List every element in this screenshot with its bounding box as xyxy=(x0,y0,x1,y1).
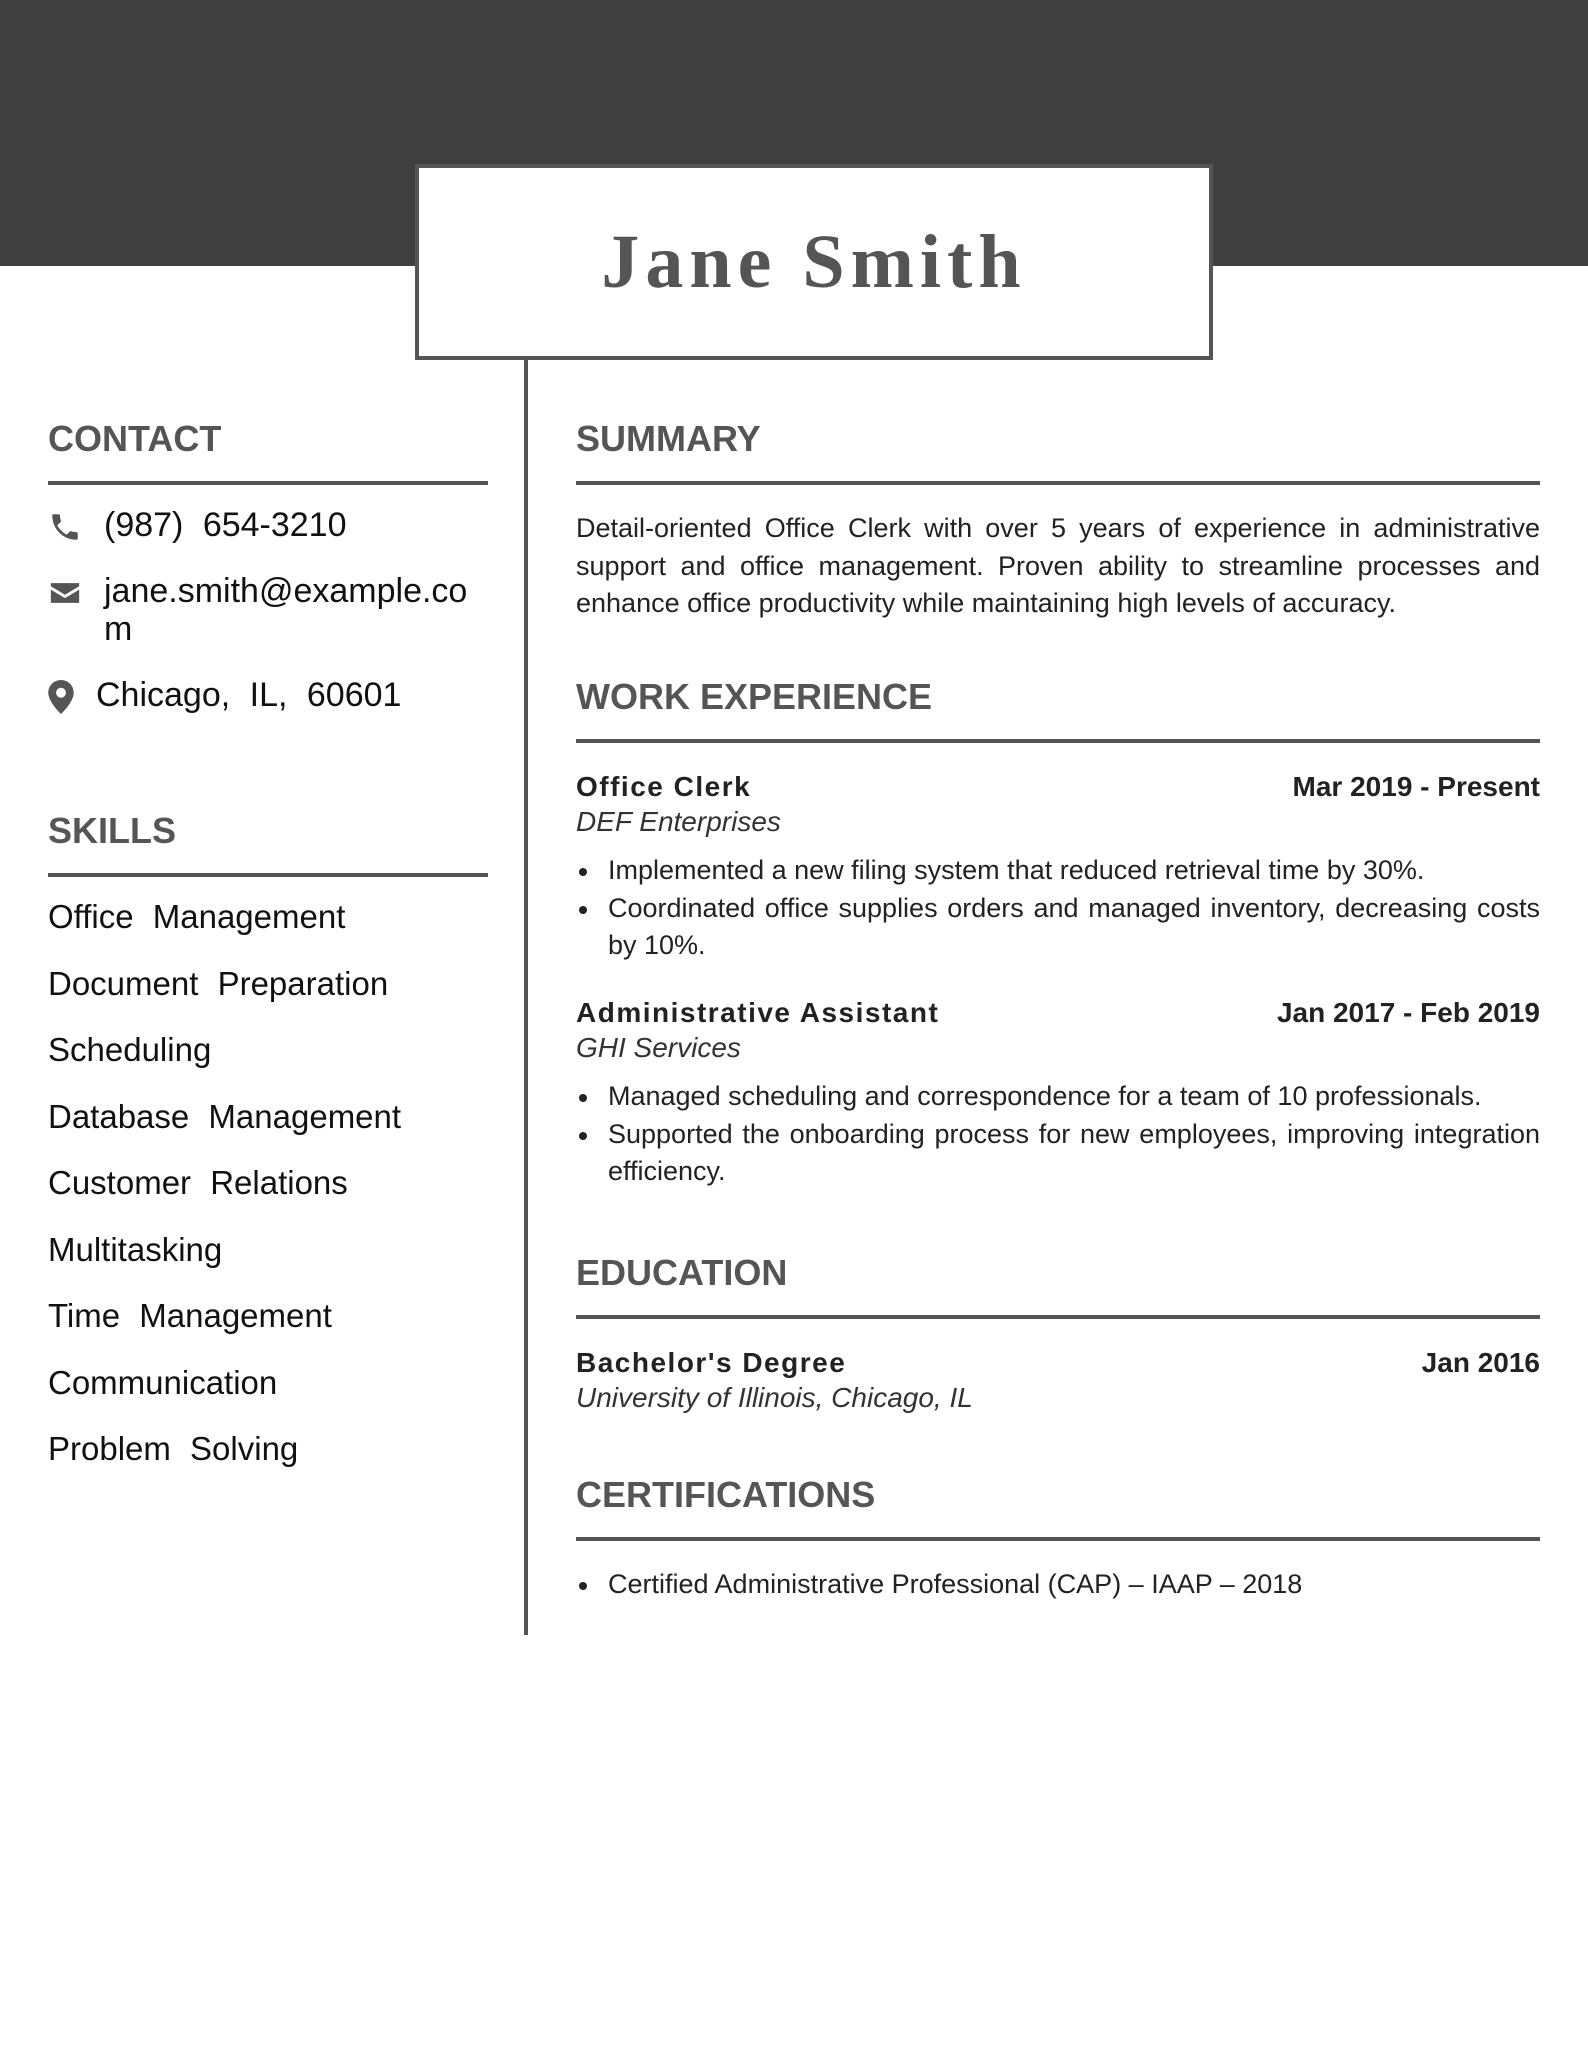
candidate-name: Jane Smith xyxy=(601,219,1027,304)
education-header xyxy=(576,1347,1540,1379)
skill-item: Database Management xyxy=(48,1097,402,1135)
summary-heading: SUMMARY xyxy=(576,418,761,459)
experience-rule xyxy=(576,739,1540,743)
job-company: DEF Enterprises xyxy=(576,806,781,837)
job-title: Administrative Assistant xyxy=(576,997,940,1028)
skills-heading: SKILLS xyxy=(48,810,177,851)
education-school: University of Illinois, Chicago, IL xyxy=(576,1382,973,1413)
email-line-2: m xyxy=(104,610,133,648)
certifications-list xyxy=(576,1566,1540,1604)
column-divider xyxy=(524,360,528,1635)
education-heading: EDUCATION xyxy=(576,1252,788,1293)
certifications-heading: CERTIFICATIONS xyxy=(576,1474,876,1515)
job-bullet: Implemented a new filing system that reduced retrieval time by 30%. xyxy=(576,852,1540,890)
job-bullets xyxy=(576,1078,1540,1191)
certification-item: Certified Administrative Professional (CAP) – IAAP – 2018 xyxy=(576,1566,1540,1604)
contact-email xyxy=(48,572,467,648)
job-header xyxy=(576,771,1540,803)
phone-text: (987) 654-3210 xyxy=(104,506,347,544)
envelope-icon xyxy=(48,576,82,610)
education-rule xyxy=(576,1315,1540,1319)
skill-item: Scheduling xyxy=(48,1031,212,1068)
contact-heading: CONTACT xyxy=(48,418,222,459)
email-line-1: jane.smith@example.co xyxy=(104,572,468,610)
summary-rule xyxy=(576,481,1540,485)
job-bullet: Managed scheduling and correspondence for a team of 10 professionals. xyxy=(576,1078,1540,1116)
skill-item: Time Management xyxy=(48,1297,332,1334)
skill-item: Communication xyxy=(48,1363,278,1401)
job-dates: Mar 2019 - Present xyxy=(1292,771,1540,802)
job-header xyxy=(576,997,1540,1029)
email-text[interactable] xyxy=(104,572,467,648)
skill-item: Problem Solving xyxy=(48,1430,299,1467)
job-bullets xyxy=(576,852,1540,965)
contact-rule xyxy=(48,481,488,485)
contact-phone xyxy=(48,506,347,545)
experience-heading: WORK EXPERIENCE xyxy=(576,676,933,717)
skill-item: Customer Relations xyxy=(48,1164,348,1201)
degree-title: Bachelor's Degree xyxy=(576,1347,847,1378)
location-text: Chicago, IL, 60601 xyxy=(96,676,402,714)
job-title: Office Clerk xyxy=(576,771,752,802)
job-bullet: Supported the onboarding process for new employees, improving integration efficiency. xyxy=(576,1116,1540,1191)
education-date: Jan 2016 xyxy=(1421,1347,1540,1378)
contact-location xyxy=(48,676,401,715)
skill-item: Document Preparation xyxy=(48,964,389,1002)
map-pin-icon xyxy=(48,680,74,714)
job-company: GHI Services xyxy=(576,1032,741,1063)
skills-rule xyxy=(48,873,488,877)
certifications-rule xyxy=(576,1537,1540,1541)
summary-text: Detail-oriented Office Clerk with over 5 years of experience in administrative support and office management. Proven ability to streamline processes and enhance office productivity while maintaining high levels of accuracy. xyxy=(576,513,1540,618)
skill-item: Office Management xyxy=(48,898,346,935)
phone-icon xyxy=(48,510,82,544)
job-dates: Jan 2017 - Feb 2019 xyxy=(1276,997,1540,1028)
name-box xyxy=(415,164,1213,360)
skill-item: Multitasking xyxy=(48,1230,223,1268)
skills-list xyxy=(48,898,401,1497)
job-bullet: Coordinated office supplies orders and managed inventory, decreasing costs by 10%. xyxy=(576,890,1540,965)
